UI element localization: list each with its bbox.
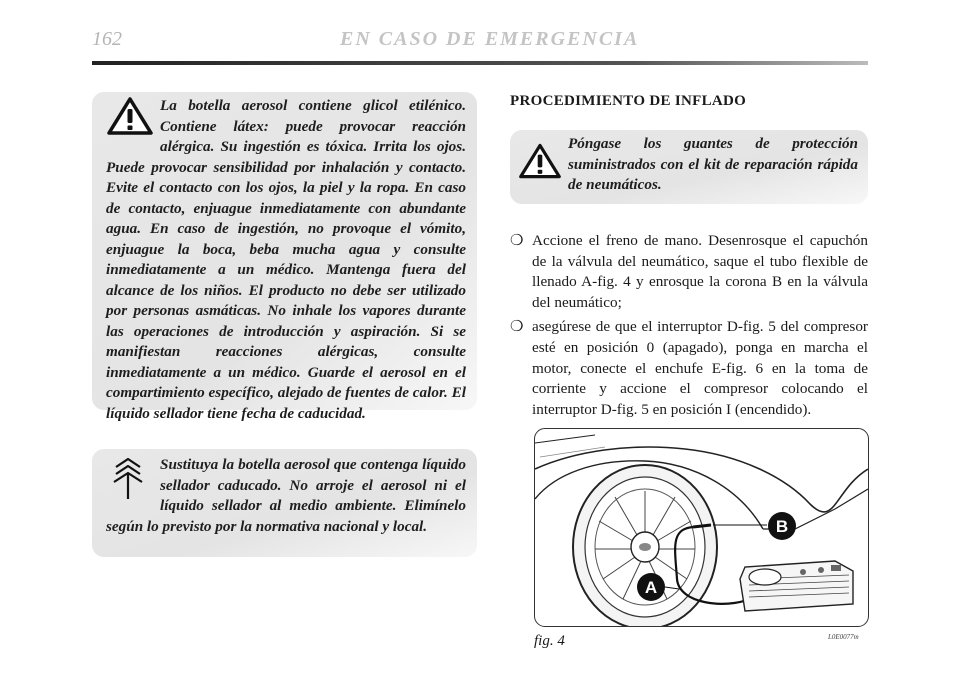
bullet-circle-icon: ❍: [510, 319, 524, 336]
header-section-title: EN CASO DE EMERGENCIA: [340, 28, 640, 50]
environment-tree-icon: [106, 455, 160, 513]
environment-box: [92, 449, 477, 557]
bullet-circle-icon: ❍: [510, 233, 524, 249]
figure-caption: fig. 4: [534, 633, 565, 649]
tire-compressor-illustration: [535, 429, 868, 626]
label-a: A: [644, 578, 658, 597]
warning-text-gloves: Póngase los guantes de protección suministrados con el kit de reparación rápida de neumáticos.: [568, 135, 858, 193]
section-title-inflation: PROCEDIMIENTO DE INFLADO: [510, 93, 747, 109]
warning-box-gloves: [510, 130, 868, 204]
header-rule: [92, 61, 868, 65]
label-b: B: [775, 517, 789, 536]
procedure-step: [510, 231, 868, 313]
page-number: 162: [92, 28, 122, 50]
step-text: Accione el freno de mano. Desenrosque el capuchón de la válvula del neumático, saque el tubo flexible de llenado A-fig. 4 y enrosque la corona B en la válvula del neumático;: [532, 232, 868, 311]
procedure-step: [510, 317, 868, 420]
procedure-steps: [510, 231, 868, 424]
warning-box-chemical: [92, 92, 477, 422]
step-text: asegúrese de que el interruptor D-fig. 5 del compresor esté en posición 0 (apagado), ponga en marcha el motor, conecte el enchufe E-fig. 6 en la toma de corriente y accione el compresor colocando el interruptor D-fig. 5 en posición I (encendido).: [532, 318, 868, 418]
page-header: [92, 28, 868, 58]
figure-code: L0E0077m: [828, 633, 859, 641]
warning-triangle-icon: [518, 134, 568, 184]
warning-triangle-icon: [106, 96, 160, 154]
environment-text: Sustituya la botella aerosol que contenga líquido sellador caducado. No arroje el aerosol ni el líquido sellador al medio ambiente. Elimínelo según lo previsto por la normativa nacional y local.: [106, 456, 466, 535]
figure-tire-inflation: [534, 428, 869, 627]
warning-text-chemical: La botella aerosol contiene glicol etilénico. Contiene látex: puede provocar reacción alérgica. Su ingestión es tóxica. Irrita los ojos. Puede provocar sensibilidad por inhalación y contacto. Evite el contacto con los ojos, la piel y la ropa. En caso de contacto, enjuague inmediatamente con abundante agua. En caso de ingestión, no provoque el vómito, enjuague la boca, beba mucha agua y consulte inmediatamente a un médico. Mantenga fuera del alcance de los niños. El producto no debe ser utilizado por personas asmáticas. No inhale los vapores durante las operaciones de introducción y aspiración. Si se manifiestan reacciones alérgicas, consulte inmediatamente a un médico. Guarde el aerosol en el compartimiento específico, alejado de fuentes de calor. El líquido sellador tiene fecha de caducidad.: [106, 97, 466, 422]
